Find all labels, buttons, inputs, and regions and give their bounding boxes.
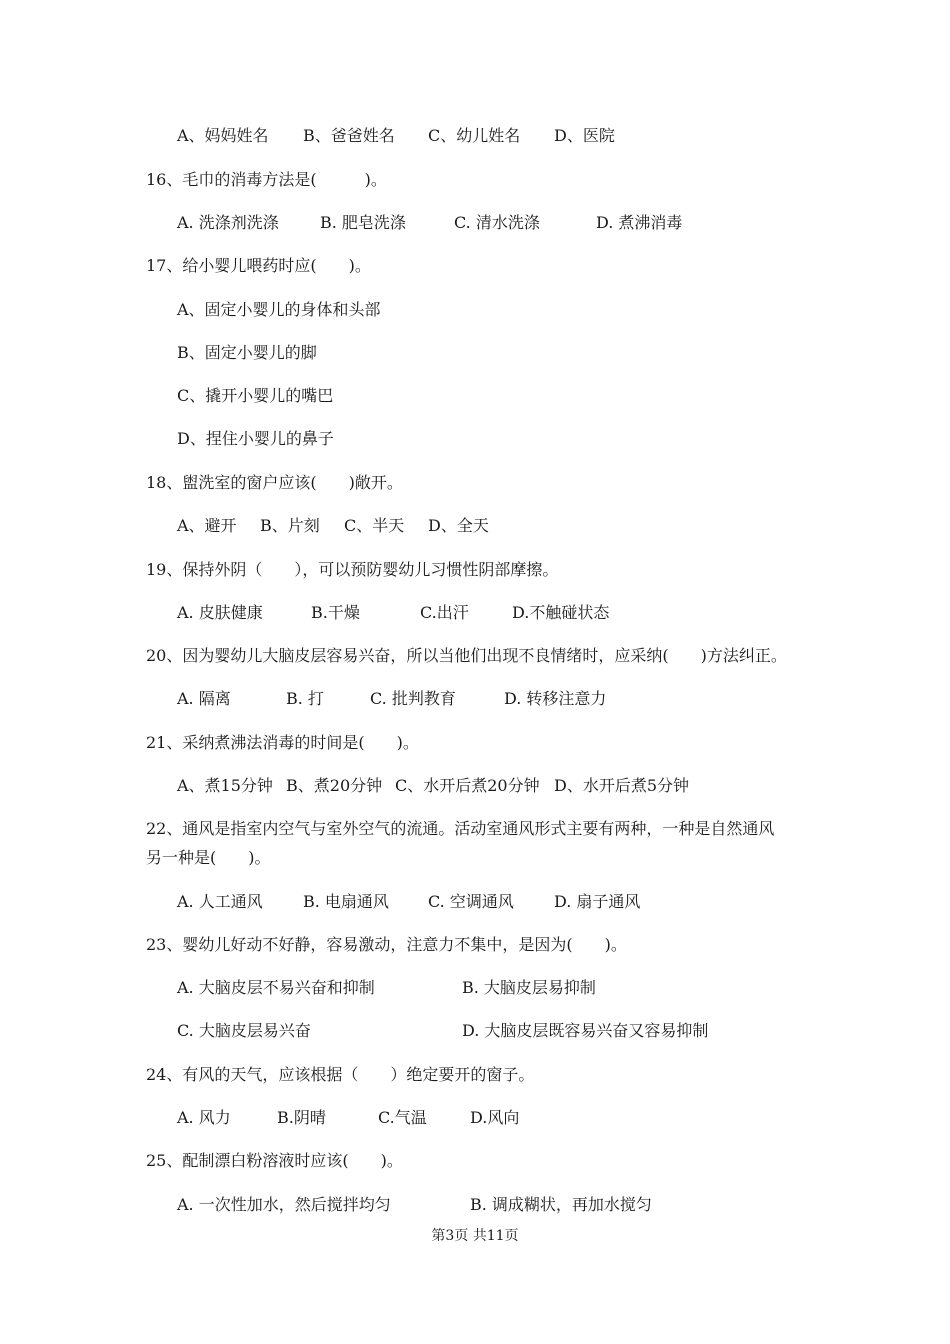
- q21-option-b: B、煮20分钟: [286, 776, 383, 795]
- q22-stem-line1: 22、通风是指室内空气与室外空气的流通。活动室通风形式主要有两种，一种是自然通风: [146, 819, 775, 838]
- q20-option-b: B. 打: [286, 689, 324, 708]
- q22-stem-line2: 另一种是( )。: [146, 848, 271, 867]
- q19-option-b: B.干燥: [311, 603, 360, 622]
- q18-option-d: D、全天: [428, 516, 489, 535]
- q18-option-c: C、半天: [344, 516, 405, 535]
- q15-option-c: C、幼儿姓名: [428, 126, 521, 145]
- q23-option-b: B. 大脑皮层易抑制: [462, 978, 596, 997]
- q20-stem: 20、因为婴幼儿大脑皮层容易兴奋，所以当他们出现不良情绪时，应采纳( )方法纠正。: [146, 646, 787, 665]
- q15-option-b: B、爸爸姓名: [303, 126, 395, 145]
- q15-option-a: A、妈妈姓名: [177, 126, 269, 145]
- q23-stem: 23、婴幼儿好动不好静，容易激动，注意力不集中，是因为( )。: [146, 935, 627, 954]
- q24-option-c: C.气温: [378, 1108, 427, 1127]
- q20-option-c: C. 批判教育: [370, 689, 456, 708]
- q24-option-d: D.风向: [470, 1108, 520, 1127]
- q16-option-d: D. 煮沸消毒: [596, 213, 683, 232]
- q19-option-a: A. 皮肤健康: [177, 603, 263, 622]
- q22-option-d: D. 扇子通风: [554, 892, 641, 911]
- q22-option-a: A. 人工通风: [177, 892, 263, 911]
- q16-option-b: B. 肥皂洗涤: [320, 213, 406, 232]
- q16-stem: 16、毛巾的消毒方法是( )。: [146, 170, 387, 189]
- q21-option-c: C、水开后煮20分钟: [395, 776, 540, 795]
- q17-option-c: C、撬开小婴儿的嘴巴: [177, 386, 334, 405]
- q15-option-d: D、医院: [554, 126, 615, 145]
- q17-option-b: B、固定小婴儿的脚: [177, 343, 317, 362]
- q20-option-d: D. 转移注意力: [504, 689, 607, 708]
- q20-option-a: A. 隔离: [177, 689, 231, 708]
- q23-option-a: A. 大脑皮层不易兴奋和抑制: [177, 978, 375, 997]
- q17-option-a: A、固定小婴儿的身体和头部: [177, 300, 381, 319]
- q18-option-a: A、避开: [177, 516, 237, 535]
- q19-option-c: C.出汗: [420, 603, 469, 622]
- q24-option-b: B.阴晴: [277, 1108, 326, 1127]
- q22-option-b: B. 电扇通风: [303, 892, 389, 911]
- page-number-footer: 第3页 共11页: [431, 1228, 519, 1244]
- q18-stem: 18、盥洗室的窗户应该( )敞开。: [146, 473, 403, 492]
- q21-option-a: A、煮15分钟: [177, 776, 273, 795]
- q24-option-a: A. 风力: [177, 1108, 231, 1127]
- q23-option-c: C. 大脑皮层易兴奋: [177, 1021, 311, 1040]
- q17-option-d: D、捏住小婴儿的鼻子: [177, 429, 334, 448]
- q24-stem: 24、有风的天气，应该根据（ ）绝定要开的窗子。: [146, 1065, 535, 1084]
- q25-option-b: B. 调成糊状，再加水搅匀: [470, 1195, 652, 1214]
- q23-option-d: D. 大脑皮层既容易兴奋又容易抑制: [462, 1021, 709, 1040]
- q22-option-c: C. 空调通风: [428, 892, 514, 911]
- q17-stem: 17、给小婴儿喂药时应( )。: [146, 256, 371, 275]
- q25-stem: 25、配制漂白粉溶液时应该( )。: [146, 1151, 403, 1170]
- q21-stem: 21、采纳煮沸法消毒的时间是( )。: [146, 733, 419, 752]
- q16-option-c: C. 清水洗涤: [454, 213, 540, 232]
- q25-option-a: A. 一次性加水，然后搅拌均匀: [177, 1195, 391, 1214]
- q21-option-d: D、水开后煮5分钟: [554, 776, 690, 795]
- q19-stem: 19、保持外阴（ ），可以预防婴幼儿习惯性阴部摩擦。: [146, 560, 559, 579]
- q19-option-d: D.不触碰状态: [512, 603, 610, 622]
- q18-option-b: B、片刻: [260, 516, 320, 535]
- q16-option-a: A. 洗涤剂洗涤: [177, 213, 279, 232]
